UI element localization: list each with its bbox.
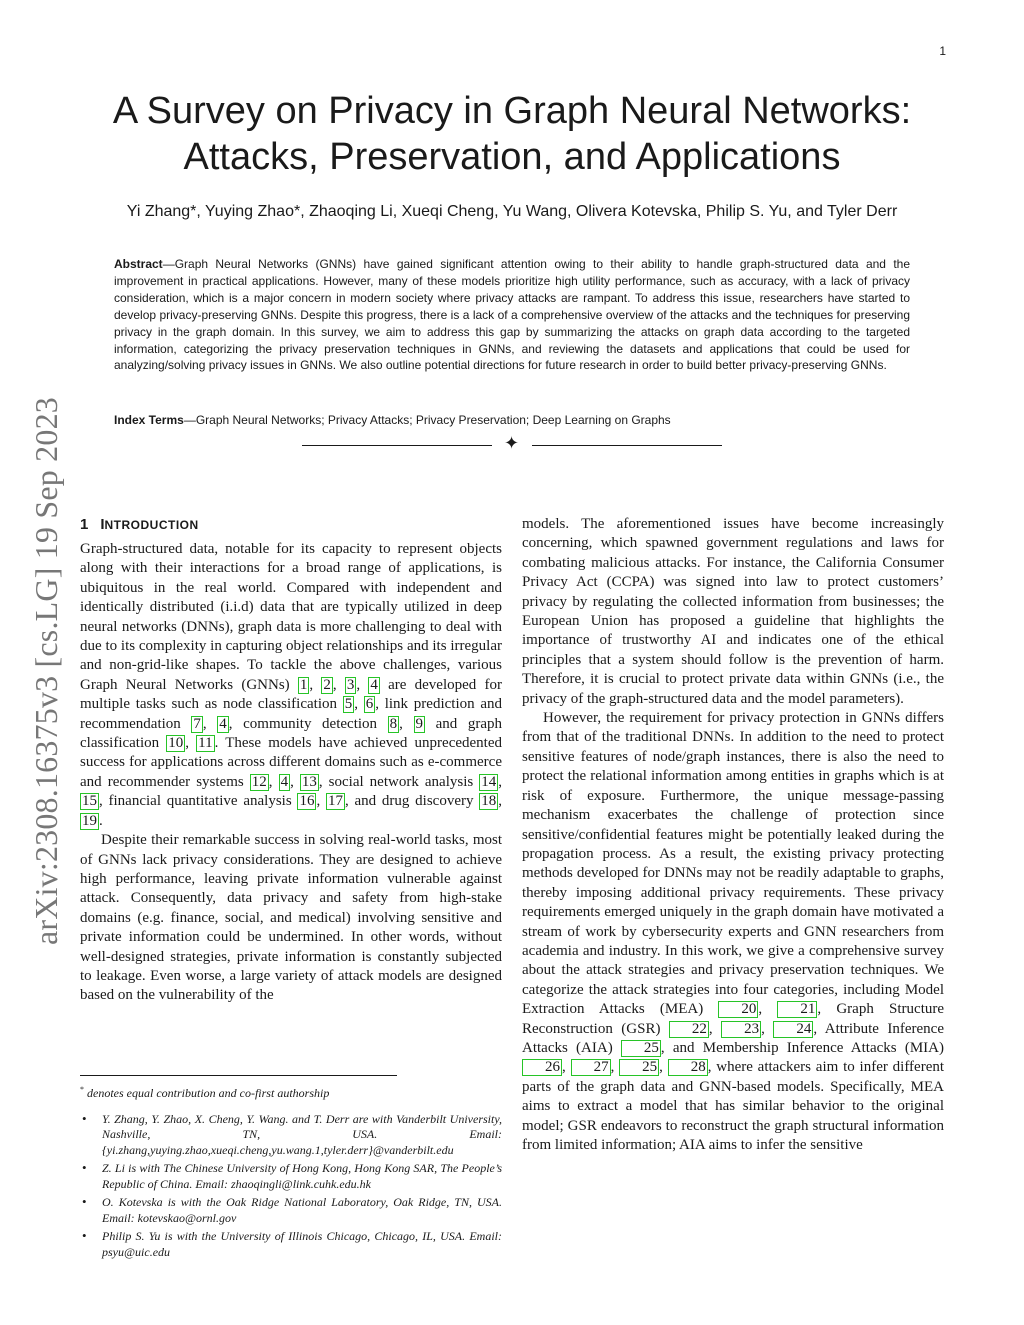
affiliation-item: • Z. Li is with The Chinese University of Hong Kong, Hong Kong SAR, The People’s Republic of China. Email: zhaoqingli@link.cuhk.edu.hk bbox=[80, 1161, 502, 1192]
intro-paragraph-3: models. The aforementioned issues have become increasingly concerning, which spawned government regulations and laws for combating malicious attacks. For instance, the California Consumer Privacy Act (CCPA) was signed into law to protect customers’ privacy by regulating the collected information from businesses; the European Union has proposed a guideline that highlights the importance of trustworthy AI and indicates one of the ethical principles that a system should follow is the prevention of harm. Therefore, it is crucial to protect private data within GNNs (i.e., the privacy of the graph-structured data and the model parameters). bbox=[522, 516, 944, 707]
intro-paragraph-4 bbox=[522, 709, 944, 1155]
citation-link[interactable]: 9 bbox=[415, 715, 423, 732]
equal-contribution-text: denotes equal contribution and co-first authorship bbox=[87, 1086, 330, 1100]
intro-paragraph-1 bbox=[80, 540, 502, 831]
citation-link[interactable]: 10 bbox=[168, 735, 184, 752]
title-line-2: Attacks, Preservation, and Applications bbox=[183, 136, 841, 178]
citation-link[interactable]: 15 bbox=[82, 793, 97, 810]
section-heading-introduction bbox=[80, 515, 502, 535]
text-segment: , bbox=[708, 1020, 722, 1037]
citation-link[interactable]: 13 bbox=[301, 773, 317, 790]
text-segment: . These models have achieved unprecedented success for applications across different domains such as e-commerce and recommender systems bbox=[80, 735, 502, 790]
text-segment: , bbox=[332, 676, 345, 693]
text-segment: , Attribute Inference Attacks (AIA) bbox=[522, 1020, 944, 1056]
author-list: Yi Zhang*, Yuying Zhao*, Zhaoqing Li, Xueqi Cheng, Yu Wang, Olivera Kotevska, Philip S. Yu, and Tyler Derr bbox=[126, 203, 898, 220]
citation-link[interactable]: 3 bbox=[346, 676, 355, 693]
citation-link[interactable]: 6 bbox=[365, 696, 374, 713]
citation-link[interactable]: 1 bbox=[299, 676, 308, 693]
index-terms bbox=[114, 413, 910, 427]
text-segment: , bbox=[309, 676, 322, 693]
citation-link[interactable]: 4 bbox=[280, 773, 289, 790]
text-segment: , bbox=[356, 676, 369, 693]
text-segment: , bbox=[268, 773, 279, 790]
asterisk-mark: * bbox=[80, 1085, 84, 1094]
citation-link[interactable]: 16 bbox=[299, 793, 315, 810]
citation-link[interactable]: 7 bbox=[193, 715, 201, 732]
citation-link[interactable]: 26 bbox=[522, 1059, 562, 1076]
index-terms-label: Index Terms bbox=[114, 413, 184, 427]
title-line-1: A Survey on Privacy in Graph Neural Networks: bbox=[112, 90, 912, 132]
citation-link[interactable]: 18 bbox=[481, 793, 497, 810]
citation-link[interactable]: 4 bbox=[370, 676, 378, 693]
citation-link[interactable]: 25 bbox=[621, 1040, 661, 1057]
text-segment: are developed for multiple tasks such as node classification bbox=[80, 676, 502, 713]
affiliation-item: • Philip S. Yu is with the University of Illinois Chicago, Chicago, IL, USA. Email: psyu@uic.edu bbox=[80, 1229, 502, 1260]
section-title-rest: NTRODUCTION bbox=[104, 518, 199, 532]
text-segment: , bbox=[202, 715, 218, 732]
text-segment: , bbox=[758, 1001, 778, 1018]
citation-link[interactable]: 27 bbox=[571, 1059, 611, 1076]
divider-line-left bbox=[302, 445, 492, 446]
section-divider bbox=[302, 433, 722, 454]
text-segment: , social network analysis bbox=[318, 773, 480, 790]
text-segment: and graph classification bbox=[80, 715, 503, 752]
text-segment: , and drug discovery bbox=[344, 793, 480, 810]
affiliation-list bbox=[80, 1112, 502, 1261]
text-segment: , Graph Structure Reconstruction (GSR) bbox=[522, 1001, 945, 1037]
citation-link[interactable]: 20 bbox=[718, 1001, 758, 1018]
citation-link[interactable]: 17 bbox=[327, 793, 343, 810]
text-segment: , bbox=[498, 773, 503, 790]
text-segment: , community detection bbox=[228, 715, 388, 732]
text-segment: , bbox=[290, 773, 300, 790]
text-segment: , bbox=[562, 1059, 571, 1076]
index-terms-text: —Graph Neural Networks; Privacy Attacks; Privacy Preservation; Deep Learning on Graphs bbox=[183, 413, 671, 427]
page-number: 1 bbox=[939, 44, 946, 58]
citation-link[interactable]: 4 bbox=[219, 715, 227, 732]
text-segment: , bbox=[659, 1059, 668, 1076]
abstract-label: Abstract bbox=[114, 257, 163, 271]
citation-link[interactable]: 22 bbox=[669, 1021, 709, 1038]
text-segment: , and Membership Inference Attacks (MIA) bbox=[660, 1039, 944, 1056]
affiliation-item: • O. Kotevska is with the Oak Ridge National Laboratory, Oak Ridge, TN, USA. Email: kotevskao@ornl.gov bbox=[80, 1195, 502, 1226]
text-segment: , bbox=[498, 793, 503, 810]
footnote-rule bbox=[80, 1075, 397, 1076]
citation-link[interactable]: 28 bbox=[668, 1059, 708, 1076]
paper-title bbox=[60, 88, 964, 180]
abstract-text: —Graph Neural Networks (GNNs) have gained significant attention owing to their ability to handle graph-structured data and the improvement in practical applications. However, many of these models prioritize high utility performance, such as accuracy, with a lack of privacy consideration, which is a major concern in modern society where privacy attacks are rampant. To address this issue, researchers have started to develop privacy-preserving GNNs. Despite this progress, there is a lack of a comprehensive overview of the attacks and the techniques for preserving privacy in the graph domain. In this survey, we aim to address this gap by summarizing the attacks on graph data according to the targeted information, categorizing the privacy preservation techniques in GNNs, and reviewing the datasets and applications that could be used for analyzing/solving privacy issues in GNNs. We also outline potential directions for future research in order to build better privacy-preserving GNNs. bbox=[114, 257, 910, 373]
text-segment: However, the requirement for privacy protection in GNNs differs from that of the traditional DNNs. In addition to the need to protect sensitive features of node/graph instances, there is also the need to protect the relational information among entities in graphs which is at risk of exposure. Furthermore, the unique message-passing mechanism exacerbates the challenge of protection since sensitive/confidential features might be potentially leaked during the propagation process. As a result, the existing privacy protecting methods developed for DNNs may not be readily adaptable to graphs, thereby imposing additional privacy requirements. These privacy requirements emerged uniquely in the graph domain have motivated a stream of work by cybersecurity experts and GNN researchers from academia and industry. In this work, we give a comprehensive survey about the attack strategies and privacy preservation techniques. We categorize the attack strategies into four categories, including Model Extraction Attacks (MEA) bbox=[522, 710, 944, 1018]
citation-link[interactable]: 8 bbox=[389, 715, 398, 732]
citation-link[interactable]: 24 bbox=[773, 1021, 813, 1038]
citation-link[interactable]: 14 bbox=[481, 773, 497, 790]
citation-link[interactable]: 23 bbox=[721, 1021, 761, 1038]
text-segment: , financial quantitative analysis bbox=[99, 793, 298, 810]
affiliation-item: • Y. Zhang, Y. Zhao, X. Cheng, Y. Wang. and T. Derr are with Vanderbilt University, Nashville, TN, USA. Email: {yi.zhang,yuying.zhao,xueqi.cheng,yu.wang.1,tyler.derr}@vanderbilt.edu bbox=[80, 1112, 502, 1159]
text-segment: Graph-structured data, notable for its capacity to represent objects along with their interactions for a broad range of applications, is ubiquitous in the real world. Compared with independent and identically distributed (i.i.d) data that are typically utilized in deep neural networks (DNNs), graph data is more challenging to deal with due to its complexity in capturing object relationships and its irregular and non-grid-like shapes. To tackle the above challenges, various Graph Neural Networks (GNNs) bbox=[80, 541, 502, 693]
equal-contribution-note bbox=[80, 1082, 502, 1102]
arxiv-stamp: arXiv:2308.16375v3 [cs.LG] 19 Sep 2023 bbox=[28, 397, 64, 945]
left-column bbox=[80, 515, 502, 1006]
intro-paragraph-2: Despite their remarkable success in solving real-world tasks, most of GNNs lack privacy considerations. They are designed to achieve high performance, leaving private information vulnerable against attack. Consequently, data privacy and safety from high-stake domains (e.g. finance, social, and medical) involving sensitive and private information could be undermined. In other words, without well-designed strategies, private information is constantly subjected to leakage. Even worse, a large variety of attack models are designed based on the vulnerability of the bbox=[80, 832, 502, 1004]
citation-link[interactable]: 19 bbox=[82, 812, 97, 829]
text-segment: . bbox=[99, 812, 103, 829]
diamond-icon: ✦ bbox=[504, 433, 520, 454]
citation-link[interactable]: 21 bbox=[777, 1001, 817, 1018]
text-segment: , bbox=[761, 1020, 774, 1037]
text-segment: , bbox=[399, 715, 414, 732]
citation-link[interactable]: 2 bbox=[323, 676, 331, 693]
text-segment: , bbox=[185, 735, 197, 752]
text-segment: , link prediction and recommendation bbox=[80, 696, 503, 732]
text-segment: , bbox=[354, 696, 364, 713]
citation-link[interactable]: 12 bbox=[251, 773, 267, 790]
citation-link[interactable]: 25 bbox=[619, 1059, 659, 1076]
footnotes bbox=[80, 1082, 502, 1263]
abstract bbox=[114, 256, 910, 374]
citation-link[interactable]: 11 bbox=[198, 735, 213, 752]
section-number: 1 bbox=[80, 516, 89, 533]
divider-line-right bbox=[532, 445, 722, 446]
text-segment: , bbox=[316, 793, 326, 810]
citation-link[interactable]: 5 bbox=[344, 696, 353, 713]
section-title-initial: I bbox=[100, 516, 105, 533]
right-column bbox=[522, 515, 944, 1155]
text-segment: , bbox=[610, 1059, 620, 1076]
text-segment: , where attackers aim to infer different parts of the graph data and GNN-based models. Specifically, MEA aims to extract a model that has similar behavior to the original model; GSR endeavors to reconstruct the graph structural information from limited information; AIA aims to infer the sensitive bbox=[522, 1059, 945, 1153]
